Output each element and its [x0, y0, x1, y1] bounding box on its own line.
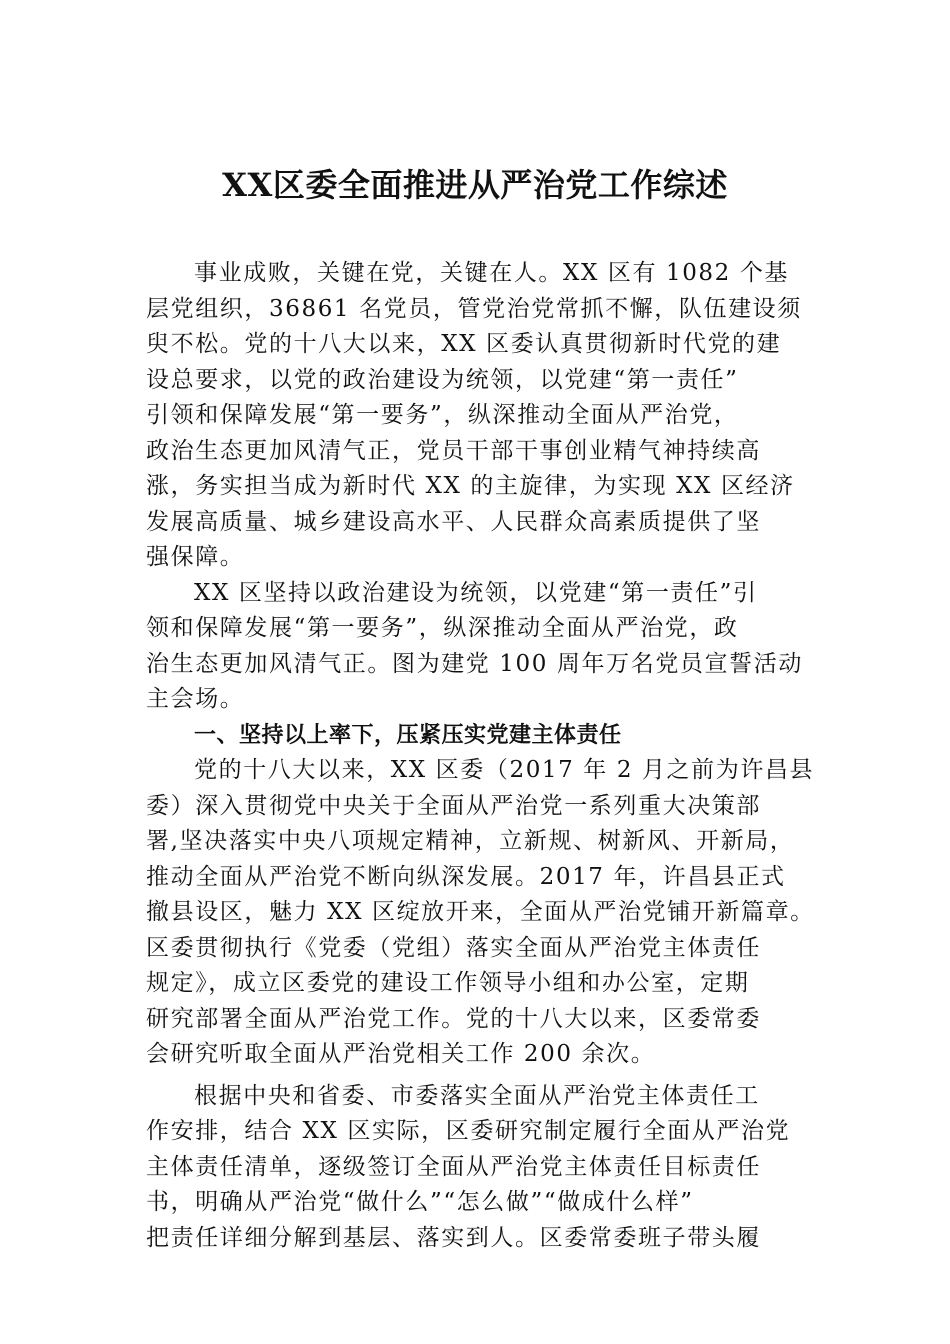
paragraph-line: 作安排，结合 XX 区实际，区委研究制定履行全面从严治党: [146, 1118, 791, 1144]
paragraph-line: 引领和保障发展“第一要务”，纵深推动全面从严治党，: [146, 402, 739, 428]
paragraph-3: [146, 753, 815, 1073]
document-title: XX区委全面推进从严治党工作综述: [222, 166, 728, 204]
paragraph-line: 会研究听取全面从严治党相关工作 200 余次。: [146, 1041, 656, 1067]
paragraph-line: 把责任详细分解到基层、落实到人。区委常委班子带头履: [146, 1224, 761, 1251]
paragraph-line: 署,坚决落实中央八项规定精神，立新规、树新风、开新局，: [146, 828, 795, 854]
paragraph-line: XX 区坚持以政治建设为统领，以党建“第一责任”引: [194, 579, 758, 606]
paragraph-line: 委）深入贯彻党中央关于全面从严治党一系列重大决策部: [146, 792, 761, 819]
paragraph-line: 主会场。: [146, 686, 245, 712]
paragraph-line: 领和保障发展“第一要务”，纵深推动全面从严治党，政: [146, 615, 739, 641]
paragraph-4: [146, 1079, 806, 1257]
paragraph-line: 主体责任清单，逐级签订全面从严治党主体责任目标责任: [146, 1153, 761, 1180]
paragraph-line: 政治生态更加风清气正，党员干部干事创业精气神持续高: [146, 437, 761, 464]
paragraph-line: 推动全面从严治党不断向纵深发展。2017 年，许昌县正式: [146, 863, 786, 890]
paragraph-line: 区委贯彻执行《党委（党组）落实全面从严治党主体责任: [146, 934, 761, 961]
paragraph-line: 研究部署全面从严治党工作。党的十八大以来，区委常委: [146, 1005, 761, 1032]
paragraph-1: [146, 256, 806, 576]
paragraph-line: 根据中央和省委、市委落实全面从严治党主体责任工: [194, 1082, 760, 1109]
paragraph-line: 撤县设区，魅力 XX 区绽放开来，全面从严治党铺开新篇章。: [146, 899, 815, 925]
paragraph-line: 设总要求，以党的政治建设为统领，以党建“第一责任”: [146, 366, 739, 393]
document-body: [146, 256, 815, 1256]
paragraph-2: [146, 576, 806, 718]
paragraph-line: 发展高质量、城乡建设高水平、人民群众高素质提供了坚: [146, 508, 761, 535]
paragraph-line: 规定》，成立区委党的建设工作领导小组和办公室，定期: [146, 970, 750, 996]
section-heading: [146, 718, 806, 754]
paragraph-line: 事业成败，关键在党，关键在人。XX 区有 1082 个基: [194, 260, 790, 286]
paragraph-line: 党的十八大以来，XX 区委（2017 年 2 月之前为许昌县: [194, 757, 815, 783]
section-heading-text: 一、坚持以上率下，压紧压实党建主体责任: [194, 722, 622, 748]
paragraph-line: 涨，务实担当成为新时代 XX 的主旋律，为实现 XX 区经济: [146, 473, 795, 499]
paragraph-line: 臾不松。党的十八大以来，XX 区委认真贯彻新时代党的建: [146, 331, 782, 357]
paragraph-line: 层党组织，36861 名党员，管党治党常抓不懈，队伍建设须: [146, 295, 802, 322]
paragraph-line: 治生态更加风清气正。图为建党 100 周年万名党员宣誓活动: [146, 650, 803, 677]
paragraph-line: 强保障。: [146, 544, 245, 570]
paragraph-line: 书，明确从严治党“做什么”“怎么做”“做成什么样”: [146, 1189, 694, 1215]
